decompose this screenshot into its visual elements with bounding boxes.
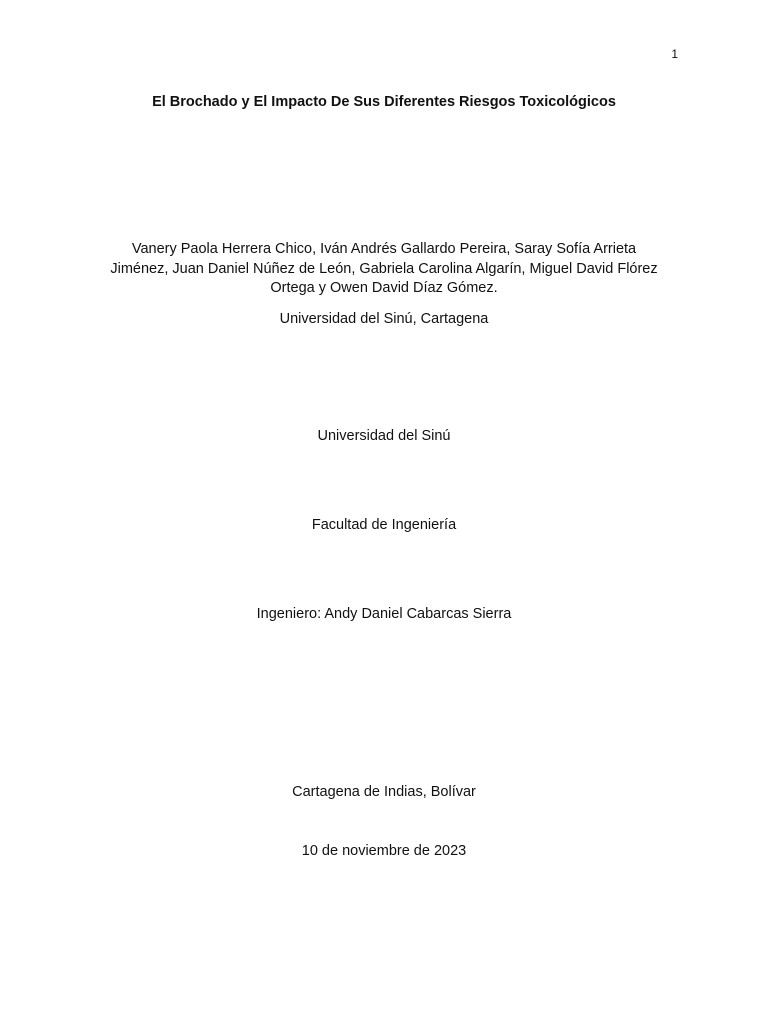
document-date: 10 de noviembre de 2023 [301, 843, 467, 859]
author-line-2: Jiménez, Juan Daniel Núñez de León, Gabriela Carolina Algarín, Miguel David Flórez [110, 260, 658, 277]
author-line-1: Vanery Paola Herrera Chico, Iván Andrés Gallardo Pereira, Saray Sofía Arrieta [131, 241, 637, 257]
faculty-name: Facultad de Ingeniería [311, 517, 457, 533]
document-title: El Brochado y El Impacto De Sus Diferentes Riesgos Toxicológicos [152, 94, 616, 110]
author-line-3: Ortega y Owen David Díaz Gómez. [270, 280, 498, 296]
authors-block [92, 240, 676, 299]
university-name: Universidad del Sinú [317, 428, 451, 444]
affiliation: Universidad del Sinú, Cartagena [279, 311, 489, 327]
page-number: 1 [671, 47, 678, 61]
engineer-name: Ingeniero: Andy Daniel Cabarcas Sierra [256, 606, 512, 622]
location: Cartagena de Indias, Bolívar [292, 784, 476, 800]
